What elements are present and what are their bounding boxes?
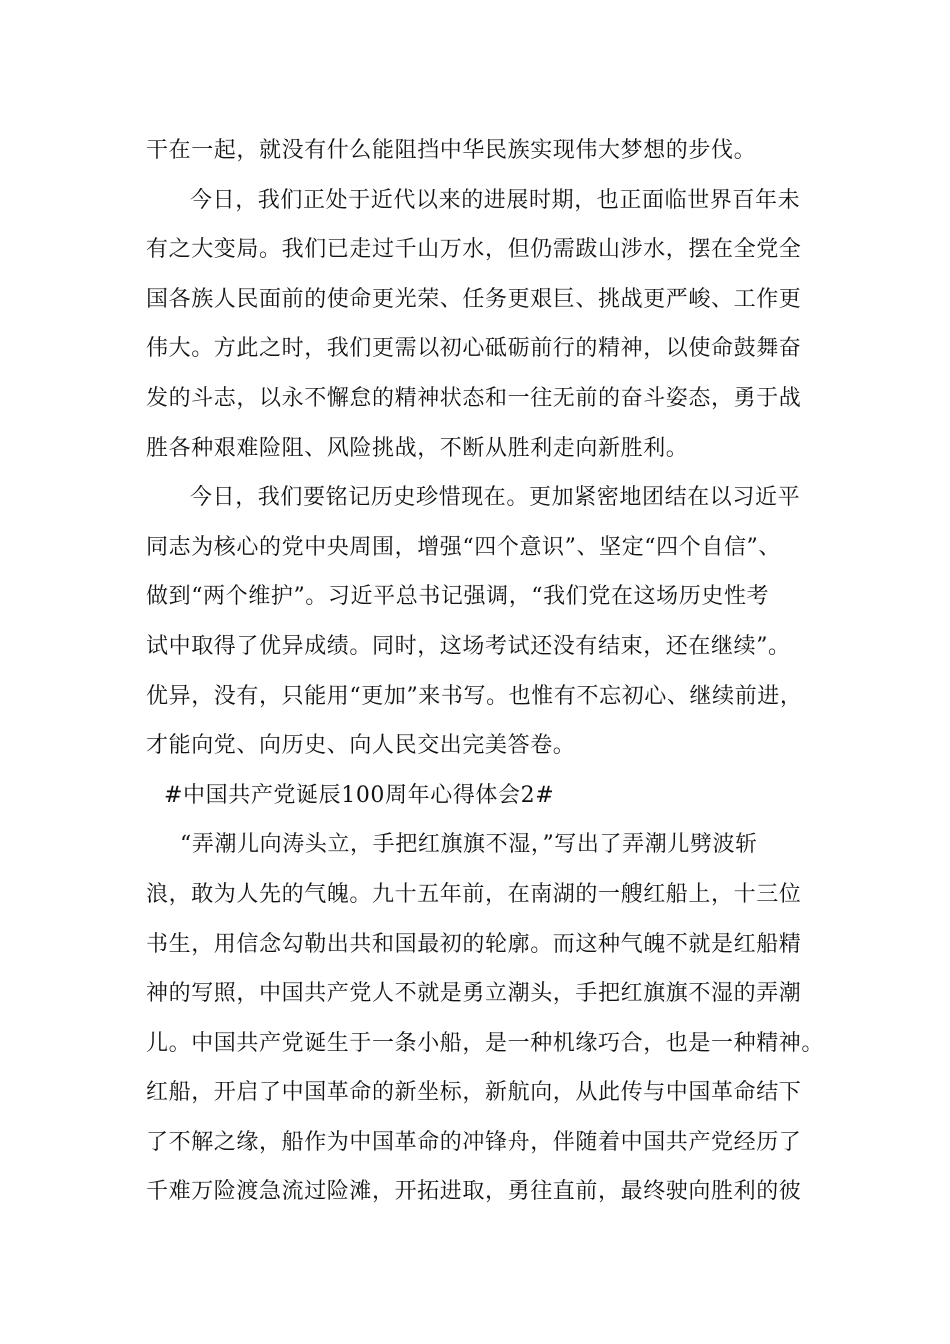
text-line: 试中取得了优异成绩。同时，这场考试还没有结束，还在继续”。 xyxy=(146,633,791,659)
text-line: 做到“两个维护”。习近平总书记强调，“我们党在这场历史性考 xyxy=(146,584,770,610)
text-line: 伟大。方此之时，我们更需以初心砥砺前行的精神，以使命鼓舞奋 xyxy=(146,336,802,362)
text-line: 神的写照，中国共产党人不就是勇立潮头，手把红旗旗不湿的弄潮 xyxy=(146,981,802,1007)
text-line: 胜各种艰难险阻、风险挑战，不断从胜利走向新胜利。 xyxy=(146,435,689,461)
text-line: 红船，开启了中国革命的新坐标，新航向，从此传与中国革命结下 xyxy=(146,1080,802,1106)
text-line: 国各族人民面前的使命更光荣、任务更艰巨、挑战更严峻、工作更 xyxy=(146,286,802,312)
paragraph-first-line: 今日，我们要铭记历史珍惜现在。更加紧密地团结在以习近平 xyxy=(190,485,801,511)
text-line: 千难万险渡急流过险滩，开拓进取，勇往直前，最终驶向胜利的彼 xyxy=(146,1179,802,1205)
text-line: 优异，没有，只能用“更加”来书写。也惟有不忘初心、继续前进， xyxy=(146,683,803,709)
paragraph-first-line: “弄潮儿向涛头立，手把红旗旗不湿，”写出了弄潮儿劈波斩 xyxy=(180,832,758,858)
document-body xyxy=(146,126,836,1217)
text-line: 有之大变局。我们已走过千山万水，但仍需跋山涉水，摆在全党全 xyxy=(146,237,802,263)
paragraph-first-line: 今日，我们正处于近代以来的进展时期，也正面临世界百年未 xyxy=(190,187,801,213)
text-line: 才能向党、向历史、向人民交出完美答卷。 xyxy=(146,733,576,759)
text-line: 发的斗志，以永不懈怠的精神状态和一往无前的奋斗姿态，勇于战 xyxy=(146,385,802,411)
text-line: 了不解之缘，船作为中国革命的冲锋舟，伴随着中国共产党经历了 xyxy=(146,1129,802,1155)
section-heading: #中国共产党诞辰100周年心得体会2# xyxy=(164,782,555,808)
text-line: 干在一起，就没有什么能阻挡中华民族实现伟大梦想的步伐。 xyxy=(146,138,757,163)
text-line: 书生，用信念勾勒出共和国最初的轮廓。而这种气魄不就是红船精 xyxy=(146,931,802,957)
text-line: 儿。中国共产党诞生于一条小船，是一种机缘巧合，也是一种精神。 xyxy=(146,1030,825,1056)
text-line: 同志为核心的党中央周围，增强“四个意识”、坚定“四个自信”、 xyxy=(146,534,781,560)
text-line: 浪，敢为人先的气魄。九十五年前，在南湖的一艘红船上，十三位 xyxy=(146,881,802,907)
